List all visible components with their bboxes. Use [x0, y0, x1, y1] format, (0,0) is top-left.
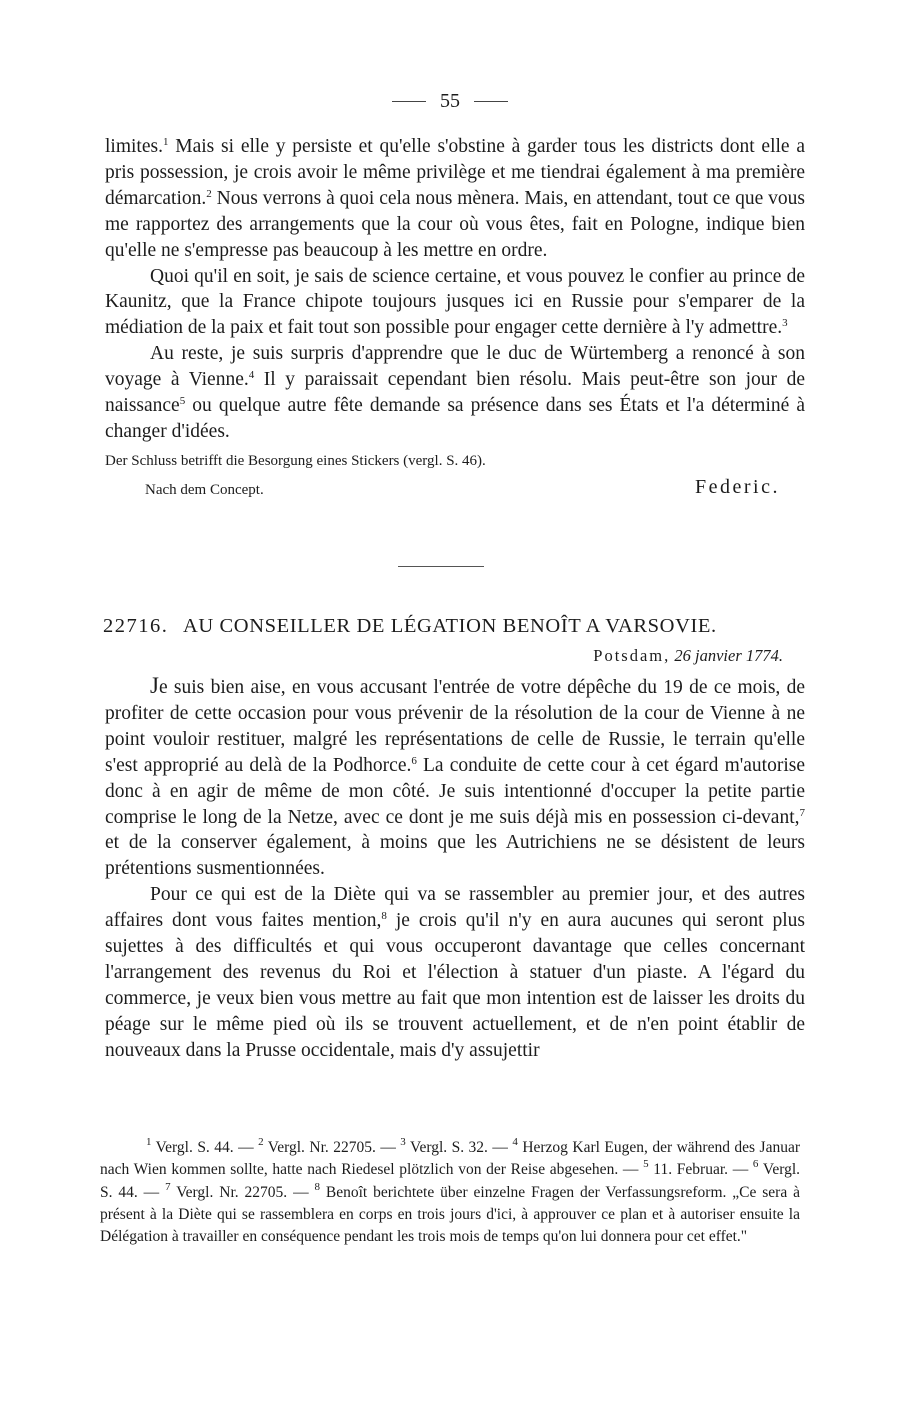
footnote-ref: 7	[165, 1180, 171, 1193]
paragraph: Pour ce qui est de la Diète qui va se rassembler au premier jour, et des autres affaires dont vous faites mention,$^8$ je crois qu'il n'y en aura aucunes qui seront plus sujettes à des difficultés et qui vous occuperont davantage que celles concernant l'arrangement des revenus du Roi et l'élection à statuer d'un piaste. A l'égard du commerce, je veux bien vous mettre au fait que mon intention est de laisser les droits du péage sur le même pied où ils se trouvent actuellement, et de n'en point établir de nouveaux dans la Prusse occidentale, mais d'y assujettir	[105, 884, 805, 1061]
footnote-ref: 6	[752, 1158, 759, 1171]
footnote-ref: 8	[381, 910, 387, 923]
section-divider	[398, 566, 484, 567]
editorial-note: Der Schluss betrifft die Besorgung eines Stickers (vergl. S. 46).	[105, 452, 486, 469]
letter-place: Potsdam,	[593, 646, 671, 665]
footnote-ref: 4	[512, 1136, 518, 1148]
initial-letter: J	[150, 673, 159, 698]
footnotes	[100, 1137, 800, 1248]
footnote-ref: 7	[799, 806, 805, 819]
footnote-ref: 6	[411, 754, 417, 767]
footnote-text: $^1$ Vergl. S. 44. — $^2$ Vergl. Nr. 22705. — $^3$ Vergl. S. 32. — $^4$ Herzog Karl Eugen, der während des Januar nach Wien kommen sollte, hatte nach Riedesel plötzlich von der Reise abgesehen. — $^5$ 11. Februar. — $^6$ Vergl. S. 44. — $^7$ Vergl. Nr. 22705. — $^8$ Benoît berichtete über einzelne Fragen der Verfassungsreform. „Ce sera à présent à la Diète qui se rassemblera en corps en trois jours d'ici, à approuver ce plan et à autoriser ensuite la Délégation à travailler en conséquence pendant les trois mois de temps qu'on lui donnera pour cet effet."	[100, 1136, 801, 1246]
letter-number: 22716.	[103, 615, 169, 637]
footnote-ref: 8	[314, 1180, 320, 1193]
footnote-ref: 3	[782, 317, 788, 330]
footnote-ref: 5	[643, 1158, 649, 1171]
footnote-ref: 5	[179, 395, 186, 408]
letter-heading	[103, 615, 808, 638]
footnote-ref: 2	[206, 187, 212, 200]
signature: Federic.	[695, 475, 780, 498]
closing-row	[105, 473, 805, 503]
footnote-ref: 3	[400, 1136, 406, 1148]
place-date	[105, 646, 783, 666]
page-number: 55	[440, 90, 460, 112]
header-rule-left	[392, 101, 426, 102]
footnote-ref: 1	[146, 1136, 152, 1148]
letter-date: 26 janvier 1774.	[674, 646, 783, 665]
paragraph: Au reste, je suis surpris d'apprendre que le duc de Würtemberg a renoncé à son voyage à Vienne.$^4$ Il y paraissait cependant bien résolu. Mais peut-être son jour de naissance$^5$ ou quelque autre fête demande sa présence dans ses États et l'a déterminé à changer d'idées.	[105, 343, 805, 442]
footnote-ref: 1	[162, 136, 169, 148]
letter-body	[105, 673, 805, 1064]
footnote-ref: 4	[248, 369, 255, 382]
page-header	[0, 90, 900, 113]
paragraph: Quoi qu'il en soit, je sais de science certaine, et vous pouvez le confier au prince de Kaunitz, que la France chipote toujours jusques ici en Russie pour s'emparer de la médiation de la paix et fait tout son possible pour engager cette dernière à l'y admettre.$^3$	[105, 265, 805, 339]
paragraph	[105, 673, 805, 882]
source-note: Nach dem Concept.	[145, 481, 264, 498]
header-rule-right	[474, 101, 508, 102]
continued-letter	[105, 134, 805, 503]
paragraph: limites.$^1$ Mais si elle y persiste et qu'elle s'obstine à garder tous les districts dont elle a pris possession, je crois avoir le même privilège et me tiendrai également à ma première démarcation.$^2$ Nous verrons à quoi cela nous mènera. Mais, en attendant, tout ce que vous me rapportez des arrangements que la cour où vous êtes, fait en Pologne, indique bien qu'elle ne s'empresse pas beaucoup à les mettre en ordre.	[105, 136, 805, 261]
footnote-ref: 2	[258, 1136, 264, 1148]
letter-title: AU CONSEILLER DE LÉGATION BENOÎT A VARSOVIE.	[182, 615, 717, 637]
paragraph-text: e suis bien aise, en vous accusant l'entrée de votre dépêche du 19 de ce mois, de profiter de cette occasion pour vous prévenir de la résolution de la cour de Vienne à ne point vouloir restituer, malgré les représentations de celle de Russie, le terrain qu'elle s'est approprié au delà de la Podhorce.$^6$ La conduite de cette cour à cet égard m'autorise donc à en agir de même de mon côté. Je suis intentionné d'occuper la petite partie comprise le long de la Netze, avec ce dont je me suis déjà mis en possession ci-devant,$^7$ et de la conserver également, à moins que les Autrichiens ne se désistent de leurs prétentions susmentionnées.	[105, 677, 805, 880]
